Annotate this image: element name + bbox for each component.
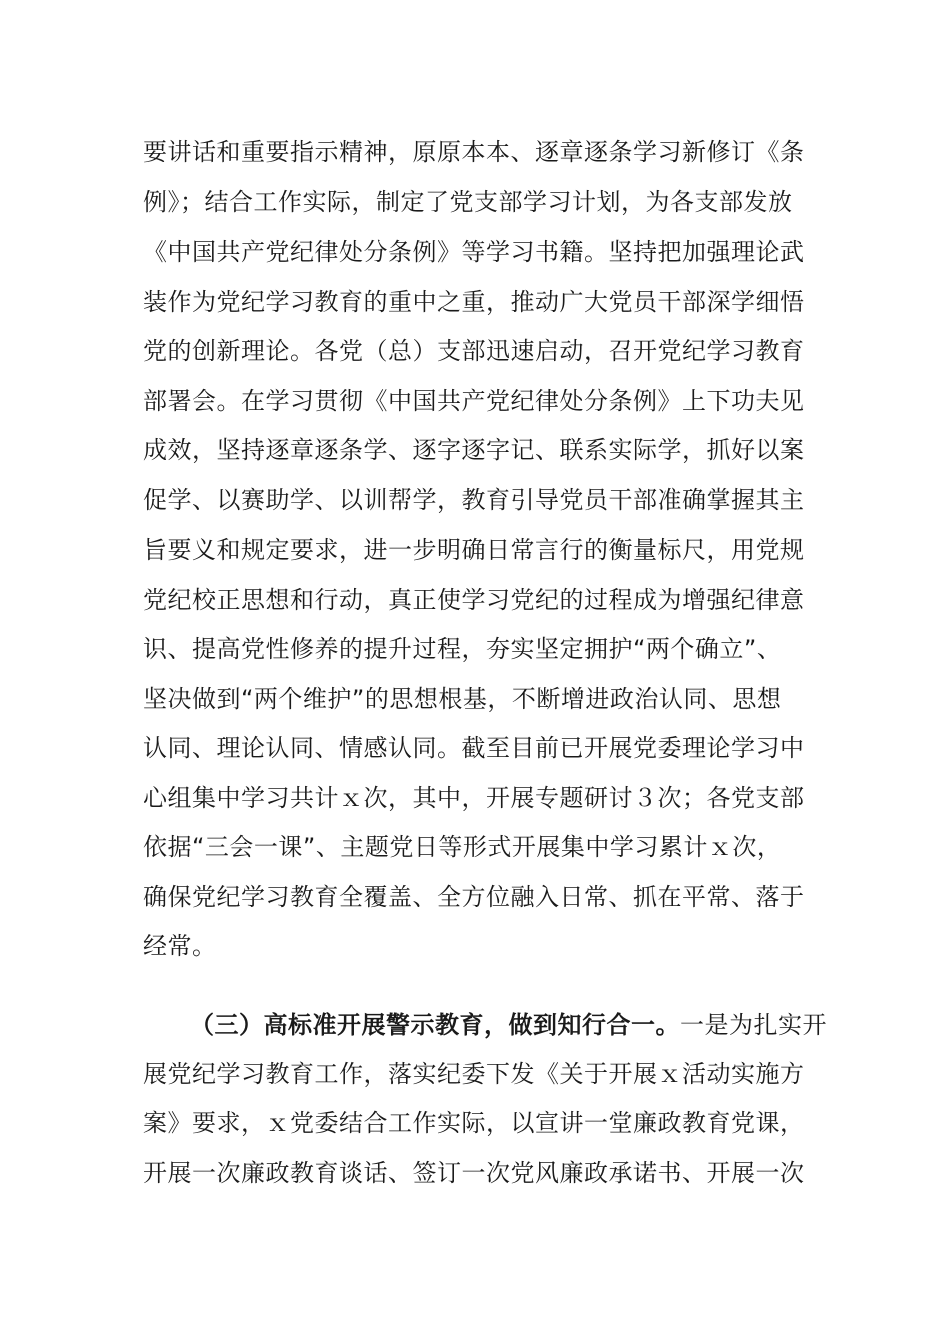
paragraph-line: 心组集中学习共计ｘ次，其中，开展专题研讨３次；各党支部 — [143, 784, 805, 812]
paragraph-line: 经常。 — [143, 932, 217, 960]
section-heading: （三）高标准开展警示教育，做到知行合一。 — [190, 1011, 680, 1039]
paragraph-line: 依据“三会一课”、主题党日等形式开展集中学习累计ｘ次， — [143, 833, 782, 861]
paragraph-line: 《中国共产党纪律处分条例》等学习书籍。坚持把加强理论武 — [143, 238, 805, 266]
paragraph-first-line — [190, 1000, 827, 1050]
paragraph-line: 确保党纪学习教育全覆盖、全方位融入日常、抓在平常、落于 — [143, 883, 805, 911]
paragraph-line: 开展一次廉政教育谈话、签订一次党风廉政承诺书、开展一次 — [143, 1159, 805, 1187]
paragraph-line: 成效，坚持逐章逐条学、逐字逐字记、联系实际学，抓好以案 — [143, 436, 805, 464]
paragraph-line: 例》；结合工作实际，制定了党支部学习计划，为各支部发放 — [143, 188, 793, 216]
paragraph-line: 识、提高党性修养的提升过程，夯实坚定拥护“两个确立”、 — [143, 635, 782, 663]
paragraph-line: 旨要义和规定要求，进一步明确日常言行的衡量标尺，用党规 — [143, 536, 805, 564]
paragraph-line: 装作为党纪学习教育的重中之重，推动广大党员干部深学细悟 — [143, 288, 805, 316]
paragraph-line: 要讲话和重要指示精神，原原本本、逐章逐条学习新修订《条 — [143, 138, 805, 166]
paragraph-line: 党纪校正思想和行动，真正使学习党纪的过程成为增强纪律意 — [143, 586, 805, 614]
paragraph-line: 认同、理论认同、情感认同。截至目前已开展党委理论学习中 — [143, 734, 805, 762]
paragraph-line: 部署会。在学习贯彻《中国共产党纪律处分条例》上下功夫见 — [143, 387, 805, 415]
paragraph-line: 案》要求，ｘ党委结合工作实际，以宣讲一堂廉政教育党课， — [143, 1109, 805, 1137]
paragraph-line: 促学、以赛助学、以训帮学，教育引导党员干部准确掌握其主 — [143, 486, 805, 514]
paragraph-line: 党的创新理论。各党（总）支部迅速启动，召开党纪学习教育 — [143, 337, 805, 365]
paragraph-line: 展党纪学习教育工作，落实纪委下发《关于开展ｘ活动实施方 — [143, 1060, 805, 1088]
paragraph-text: 一是为扎实开 — [680, 1011, 827, 1039]
paragraph-line: 坚决做到“两个维护”的思想根基，不断增进政治认同、思想 — [143, 685, 782, 713]
